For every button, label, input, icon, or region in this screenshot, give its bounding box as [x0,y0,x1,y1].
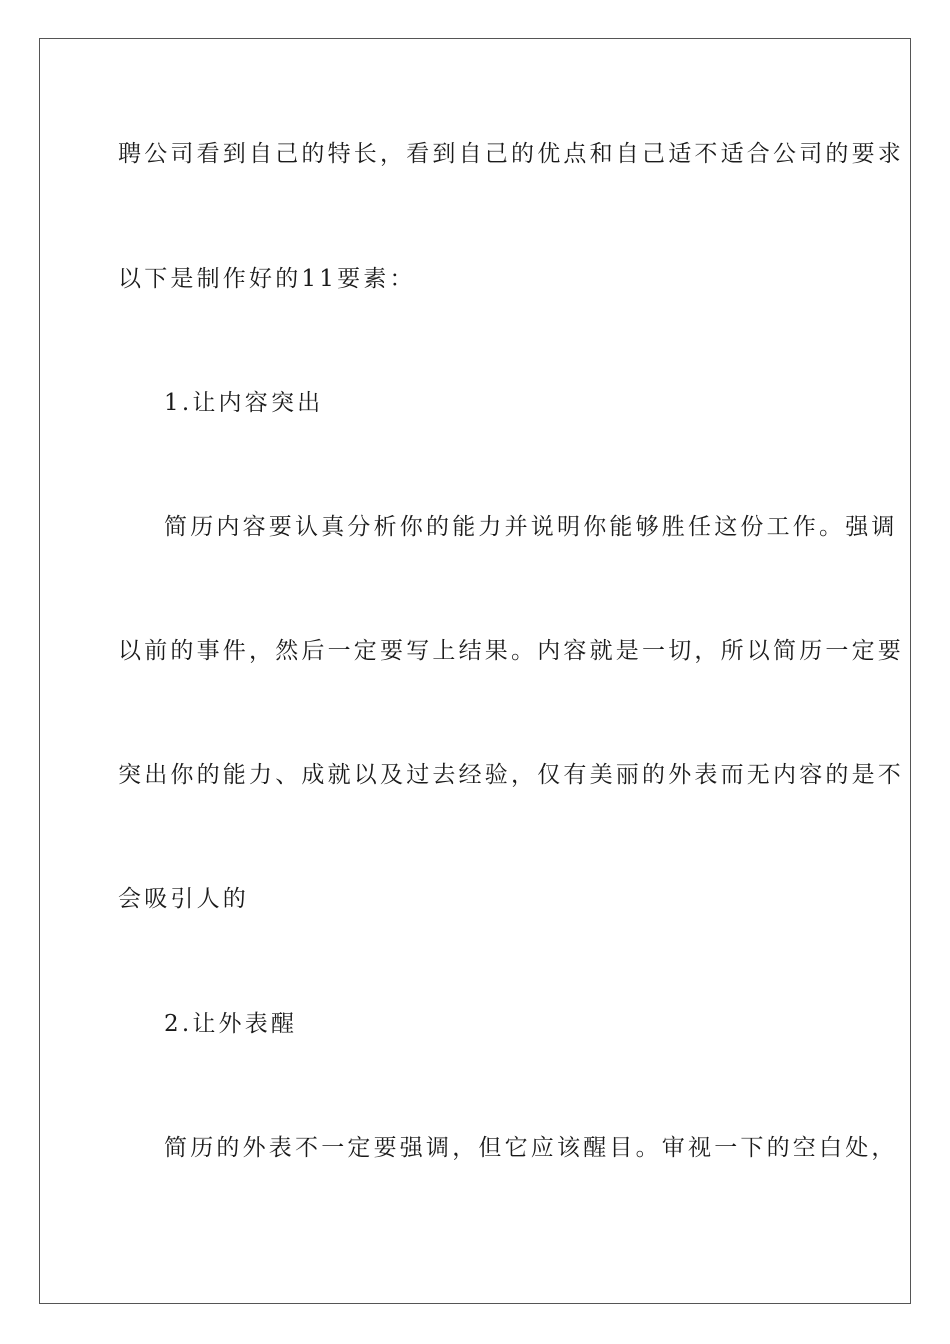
paragraph-line: 会吸引人的 [118,886,249,912]
section-heading: 2.让外表醒 [164,1011,298,1037]
page-border [39,38,911,1304]
section-heading: 1.让内容突出 [164,390,324,416]
paragraph-line: 突出你的能力、成就以及过去经验，仅有美丽的外表而无内容的是不 [118,762,904,788]
paragraph-line: 简历的外表不一定要强调，但它应该醒目。审视一下的空白处， [164,1135,898,1161]
paragraph-line: 以前的事件，然后一定要写上结果。内容就是一切，所以简历一定要 [118,638,904,664]
paragraph-line: 简历内容要认真分析你的能力并说明你能够胜任这份工作。强调 [164,514,898,540]
paragraph-line: 以下是制作好的11要素： [118,266,416,292]
paragraph-line: 聘公司看到自己的特长，看到自己的优点和自己适不适合公司的要求 [118,141,904,167]
